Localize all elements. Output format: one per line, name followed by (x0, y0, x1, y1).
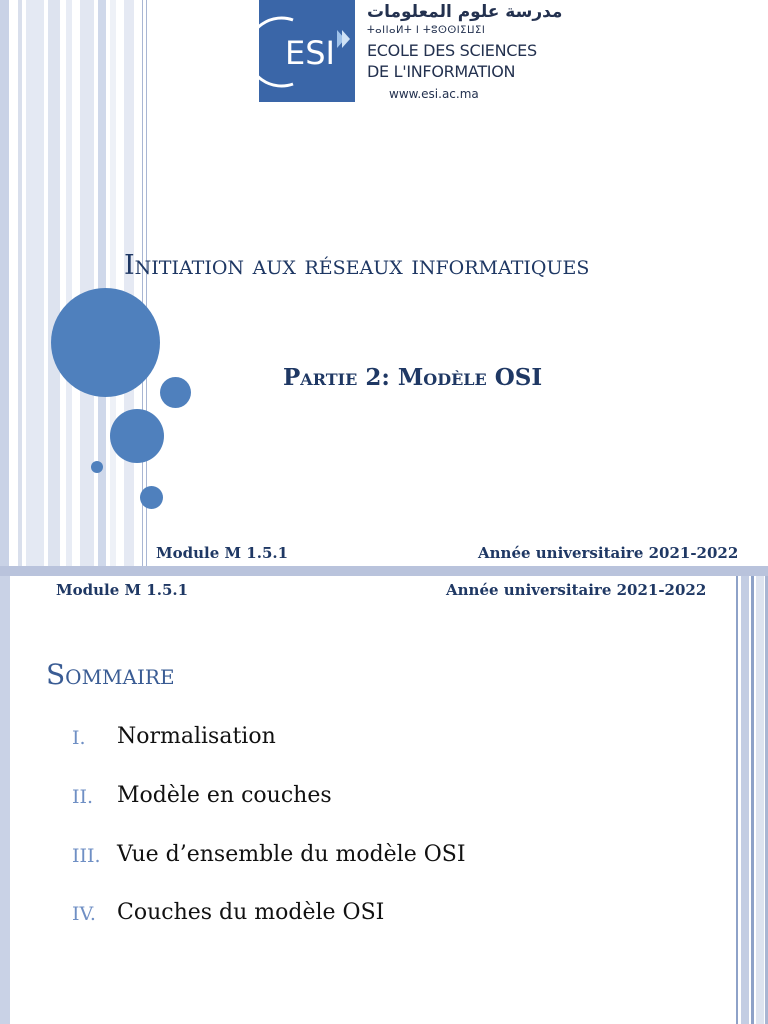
logo-arabic-name: مدرسة علوم المعلومات (367, 2, 563, 22)
item-number: IV. (72, 903, 96, 925)
decor-band (736, 576, 738, 1024)
decor-band (0, 0, 9, 576)
decor-band (48, 0, 60, 576)
item-label: Modèle en couches (117, 783, 332, 808)
logo-emblem-icon (259, 0, 355, 102)
logo-tifinagh-name: ⵜⴰⵏⵏⴰⵍⵜ ⵏ ⵜⵓⵙⵙⵏⵉⵡⵉⵏ (367, 25, 486, 36)
decor-band (124, 0, 134, 576)
academic-year: Année universitaire 2021-2022 (446, 581, 707, 599)
logo-url: www.esi.ac.ma (389, 87, 479, 101)
decor-band (0, 576, 10, 1024)
decor-band (751, 576, 754, 1024)
decor-circle (110, 409, 164, 463)
module-label: Module M 1.5.1 (156, 544, 289, 562)
item-number: II. (72, 786, 94, 808)
item-label: Couches du modèle OSI (117, 900, 385, 925)
item-label: Normalisation (117, 724, 276, 749)
agenda-title: Sommaire (46, 658, 175, 691)
slide-separator (0, 566, 768, 576)
item-label: Vue d’ensemble du modèle OSI (117, 842, 466, 867)
decor-circle (91, 461, 103, 473)
item-number: III. (72, 845, 101, 867)
decor-circle (51, 288, 160, 397)
logo-name-line1: ECOLE DES SCIENCES (367, 41, 537, 60)
slide-title: Initiation aux réseaux informatiques (124, 250, 590, 281)
decor-band (80, 0, 94, 576)
decor-circle (160, 377, 191, 408)
decor-band (66, 0, 72, 576)
decor-band (18, 0, 22, 576)
item-number: I. (72, 727, 86, 749)
module-label: Module M 1.5.1 (56, 581, 189, 599)
agenda-slide (0, 576, 768, 1024)
decor-band (756, 576, 764, 1024)
academic-year: Année universitaire 2021-2022 (478, 544, 739, 562)
slide-subtitle: Partie 2: Modèle OSI (283, 364, 543, 391)
decor-circle (140, 486, 163, 509)
logo-name-line2: DE L'INFORMATION (367, 62, 516, 81)
school-logo (259, 0, 563, 104)
logo-mark-text: ESI (285, 34, 335, 72)
decor-band (741, 576, 749, 1024)
logo-mark (259, 0, 355, 102)
decor-band (26, 0, 44, 576)
